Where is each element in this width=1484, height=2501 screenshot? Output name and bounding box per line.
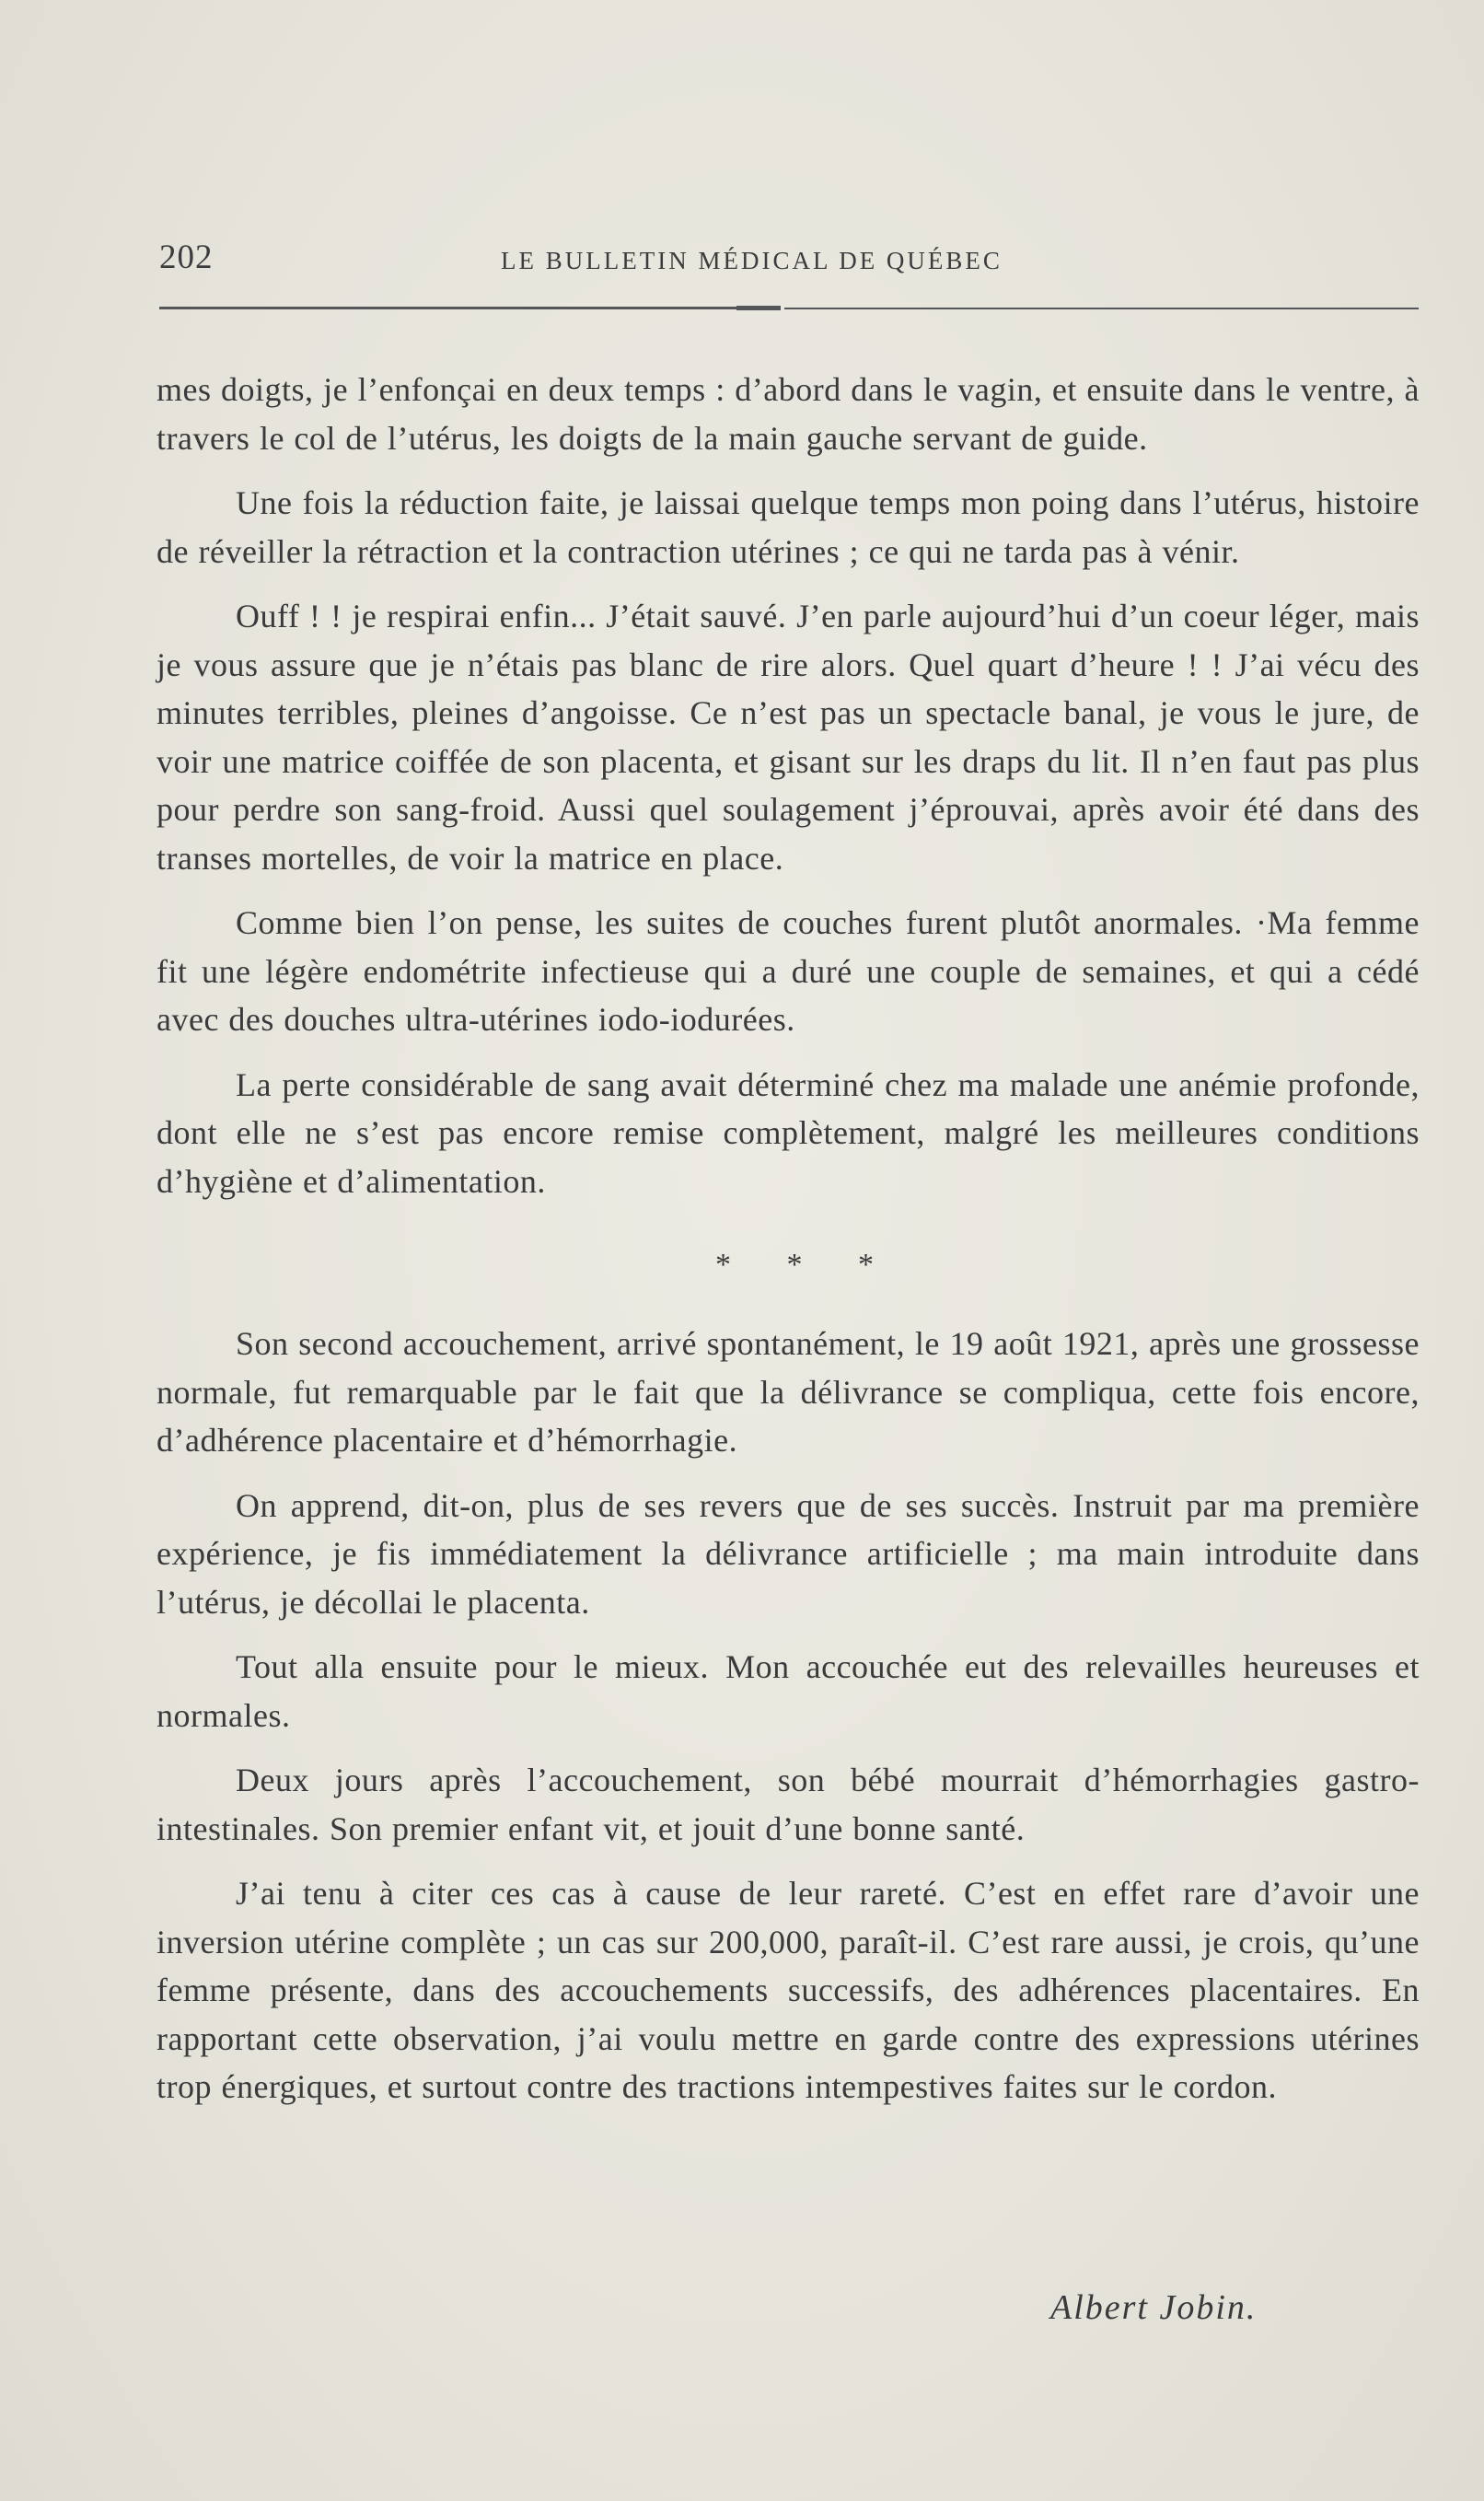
paragraph: Comme bien l’on pense, les suites de couches furent plutôt anormales. ·Ma femme fit une légère endométrite infectieuse qui a duré une couple de semaines, et qui a cédé avec des douches ultra-utérines iodo-iodurées.: [157, 904, 1420, 1038]
header-rule-left: [159, 307, 736, 309]
page-number: 202: [159, 238, 214, 276]
page-header: [159, 238, 1420, 284]
paragraph: On apprend, dit-on, plus de ses revers que de ses succès. Instruit par ma première expérience, je fis immédiatement la délivrance artificielle ; ma main introduite dans l’utérus, je décollai le placenta.: [157, 1486, 1420, 1621]
header-rule-ornament: [736, 306, 781, 310]
paragraph: Tout alla ensuite pour le mieux. Mon accouchée eut des relevailles heureuses et normales.: [157, 1648, 1420, 1734]
section-separator: * * *: [715, 1248, 898, 1282]
paragraph: Deux jours après l’accouchement, son bébé mourrait d’hémorrhagies gastro-intestinales. Son premier enfant vit, et jouit d’une bonne santé.: [157, 1762, 1420, 1847]
paragraph: La perte considérable de sang avait déterminé chez ma malade une anémie profonde, dont elle ne s’est pas encore remise complètement, malgré les meilleures conditions d’hygiène et d’alimentation.: [157, 1065, 1420, 1200]
paragraph: Une fois la réduction faite, je laissai quelque temps mon poing dans l’utérus, histoire de réveiller la rétraction et la contraction utérines ; ce qui ne tarda pas à vénir.: [157, 484, 1420, 570]
article-body: [157, 366, 1420, 2111]
paragraph: Ouff ! ! je respirai enfin... J’était sauvé. J’en parle aujourd’hui d’un coeur léger, mais je vous assure que je n’étais pas blanc de rire alors. Quel quart d’heure ! ! J’ai vécu des minutes terribles, pleines d’angoisse. Ce n’est pas un spectacle banal, je vous le jure, de voir une matrice coiffée de son placenta, et gisant sur les draps du lit. Il n’en faut pas plus pour perdre son sang-froid. Aussi quel soulagement j’éprouvai, après avoir été dans des transes mortelles, de voir la matrice en place.: [157, 598, 1420, 877]
running-title: LE BULLETIN MÉDICAL DE QUÉBEC: [501, 247, 1003, 274]
header-rule-right: [784, 308, 1419, 309]
paragraph-continuation: mes doigts, je l’enfonçai en deux temps : d’abord dans le vagin, et ensuite dans le ventre, à travers le col de l’utérus, les doigts de la main gauche servant de guide.: [157, 371, 1420, 457]
author-signature: Albert Jobin.: [1050, 2288, 1258, 2327]
paragraph: J’ai tenu à citer ces cas à cause de leur rareté. C’est en effet rare d’avoir une inversion utérine complète ; un cas sur 200,000, paraît-il. C’est rare aussi, je crois, qu’une femme présente, dans des accouchements successifs, des adhérences placentaires. En rapportant cette observation, j’ai voulu mettre en garde contre des expressions utérines trop énergiques, et surtout contre des tractions intempestives faites sur le cordon.: [157, 1875, 1420, 2105]
paragraph: Son second accouchement, arrivé spontanément, le 19 août 1921, après une grossesse normale, fut remarquable par le fait que la délivrance se compliqua, cette fois encore, d’adhérence placentaire et d’hémorrhagie.: [157, 1325, 1420, 1459]
